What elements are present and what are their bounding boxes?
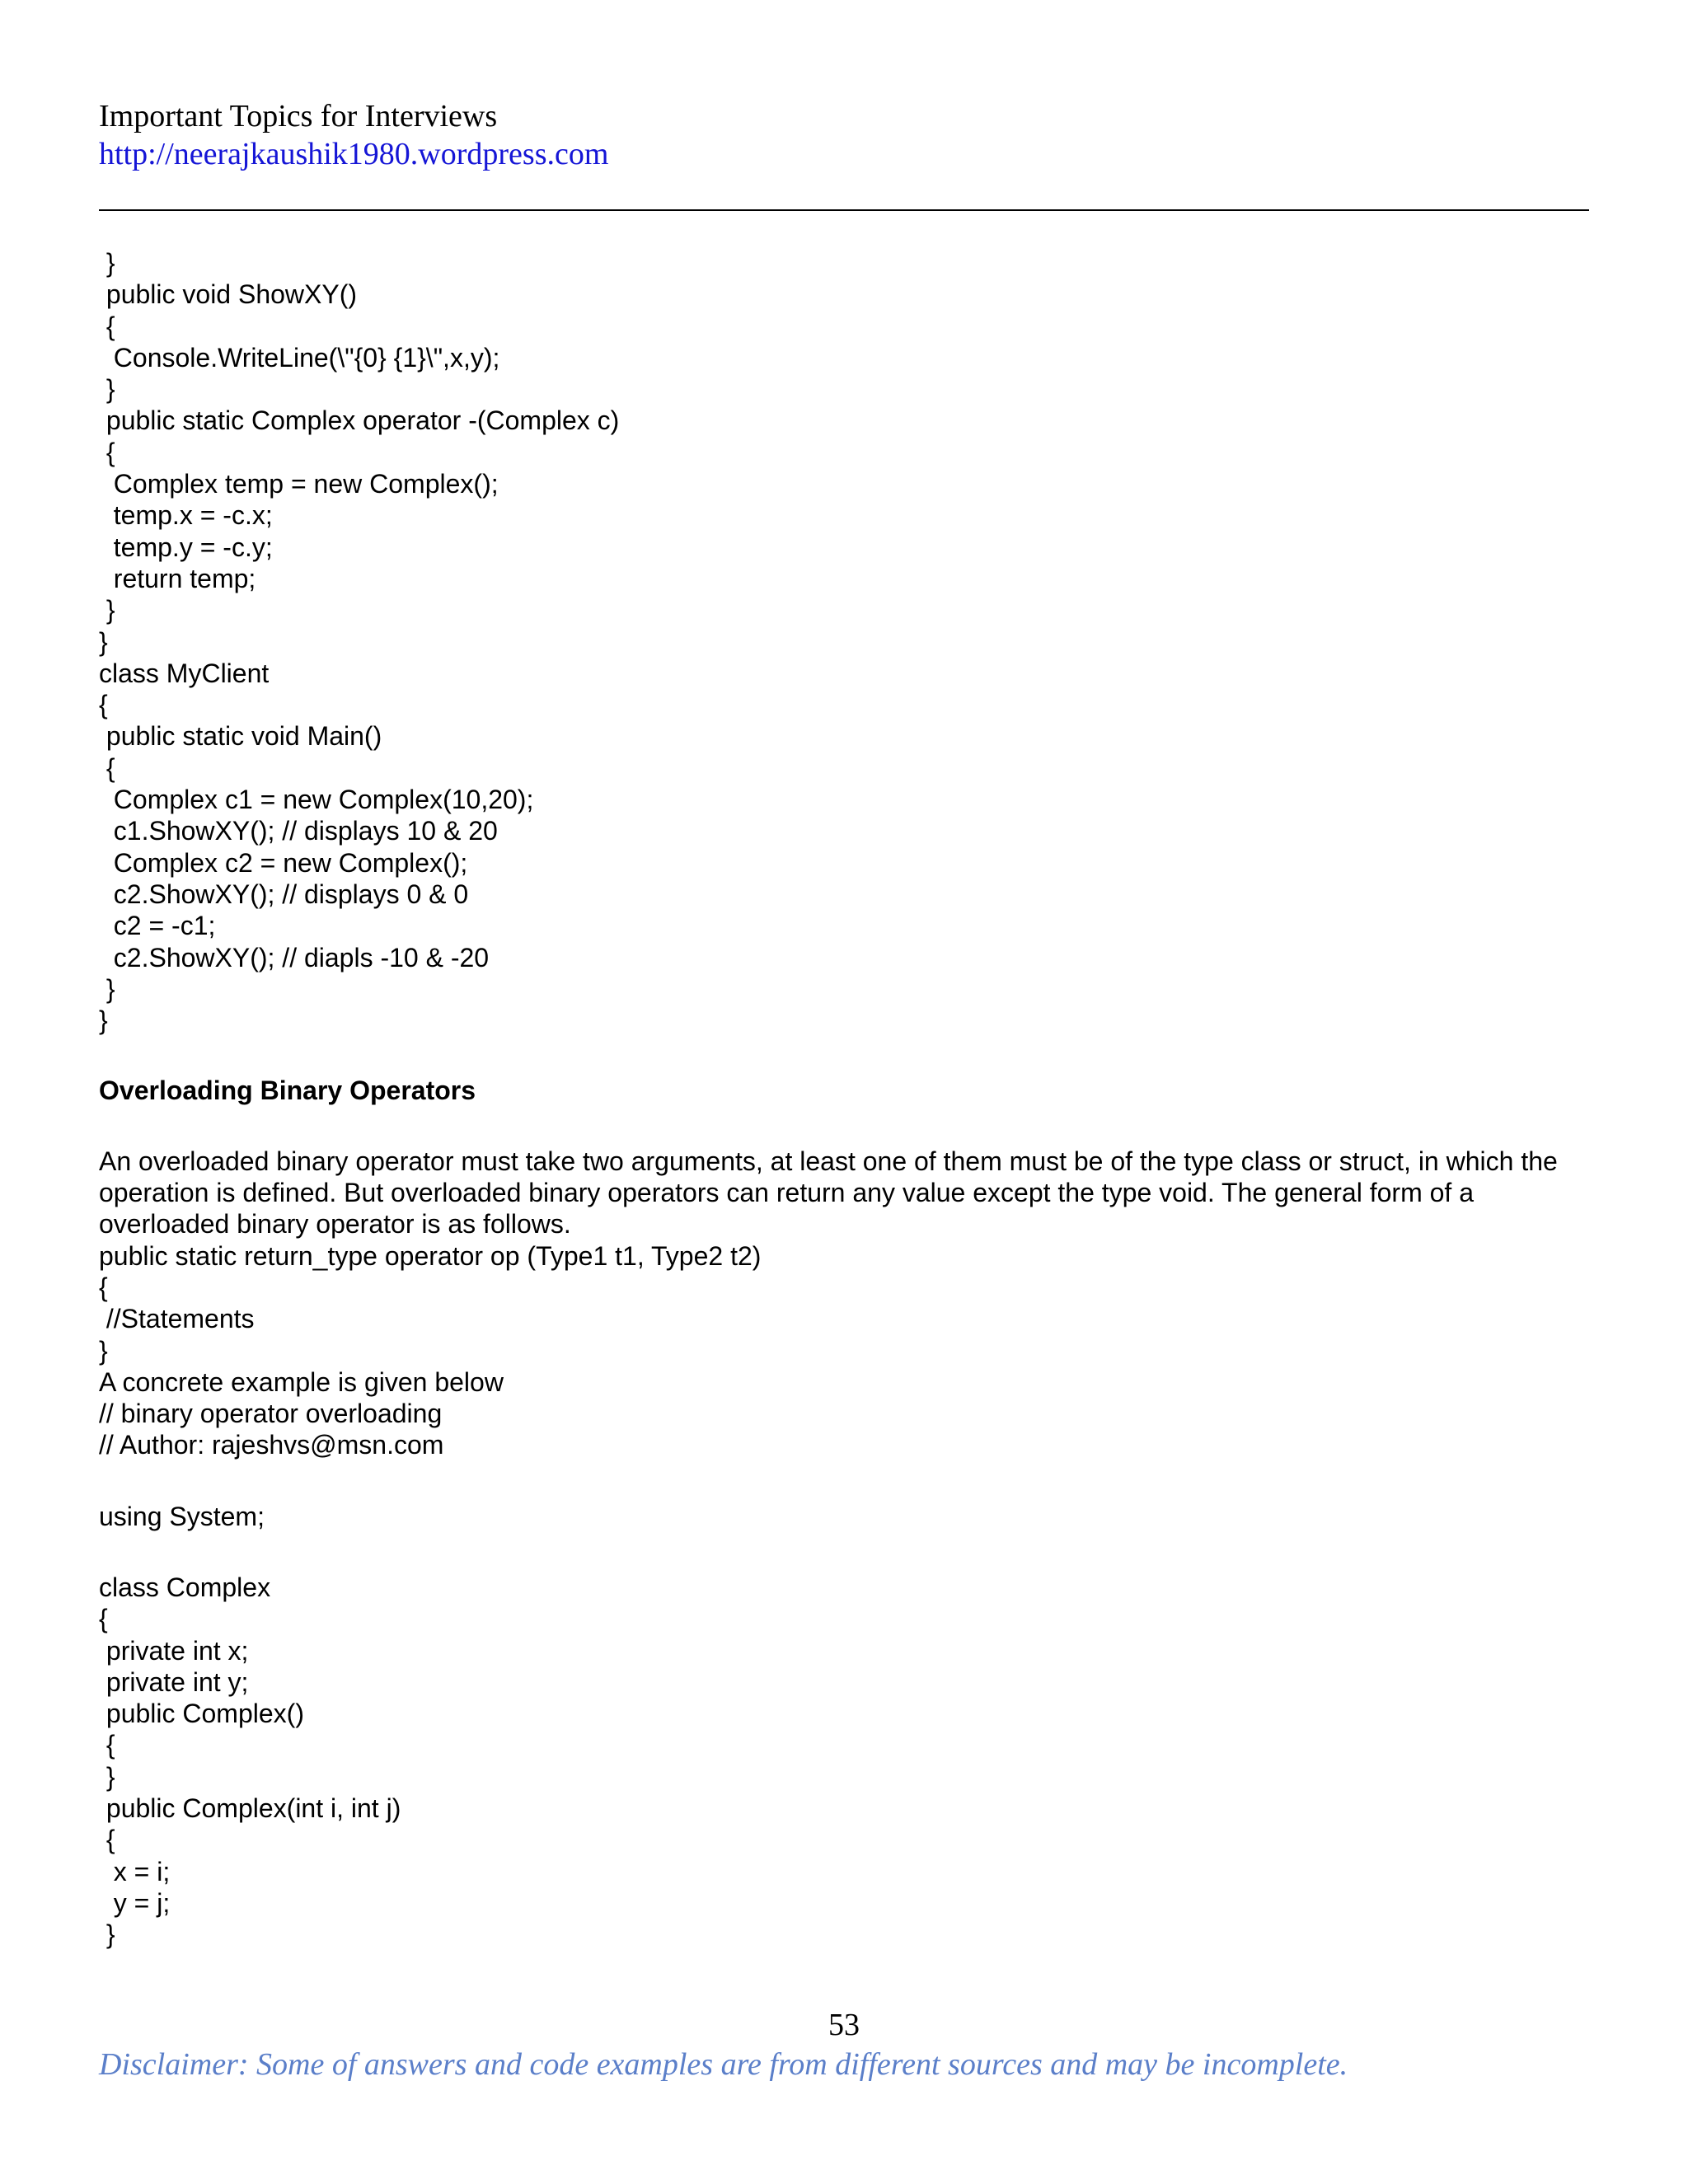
page-number: 53 bbox=[828, 2008, 860, 2042]
code-line-using: using System; bbox=[99, 1501, 265, 1531]
code-line: return temp; bbox=[99, 563, 256, 593]
code-line: public void ShowXY() bbox=[99, 279, 358, 310]
code-line: private int y; bbox=[99, 1666, 249, 1697]
code-line: Complex c1 = new Complex(10,20); bbox=[99, 785, 534, 815]
code-line: { bbox=[99, 690, 108, 720]
code-line: } bbox=[99, 248, 115, 278]
code-line: } bbox=[99, 1761, 115, 1792]
code-line: Complex c2 = new Complex(); bbox=[99, 847, 468, 878]
code-line: } bbox=[99, 595, 115, 626]
code-line: c2.ShowXY(); // displays 0 & 0 bbox=[99, 879, 469, 909]
code-line: } bbox=[99, 626, 108, 657]
code-line: c1.ShowXY(); // displays 10 & 20 bbox=[99, 816, 498, 846]
code-line: c2 = -c1; bbox=[99, 911, 216, 941]
code-line: } bbox=[99, 374, 115, 405]
header-divider bbox=[99, 209, 1589, 211]
code-block-top bbox=[99, 247, 1589, 1036]
code-line: class Complex bbox=[99, 1572, 271, 1602]
code-line: // binary operator overloading bbox=[99, 1399, 443, 1429]
code-line: public static return_type operator op (Type1 t1, Type2 t2) bbox=[99, 1240, 762, 1271]
code-line: x = i; bbox=[99, 1856, 171, 1886]
code-line: } bbox=[99, 1005, 108, 1036]
code-line: public static void Main() bbox=[99, 721, 382, 752]
code-line: { bbox=[99, 1272, 108, 1302]
code-line: { bbox=[99, 311, 115, 341]
code-block-class bbox=[99, 1572, 1589, 1951]
header-title: Important Topics for Interviews bbox=[99, 99, 498, 134]
code-line: class MyClient bbox=[99, 658, 270, 688]
page-body bbox=[99, 247, 1589, 1951]
header-url-link[interactable]: http://neerajkaushik1980.wordpress.com bbox=[99, 137, 609, 171]
footer-disclaimer: Disclaimer: Some of answers and code examples are from different sources and may be incomplete. bbox=[99, 2047, 1348, 2082]
section-heading: Overloading Binary Operators bbox=[99, 1076, 476, 1106]
code-line: public Complex(int i, int j) bbox=[99, 1793, 401, 1824]
code-line: temp.x = -c.x; bbox=[99, 500, 273, 531]
code-line: temp.y = -c.y; bbox=[99, 532, 273, 562]
code-line: } bbox=[99, 1335, 108, 1366]
code-line: //Statements bbox=[99, 1304, 255, 1334]
code-line: public static Complex operator -(Complex c) bbox=[99, 405, 620, 436]
code-line: public Complex() bbox=[99, 1699, 304, 1729]
code-line: Console.WriteLine(\"{0} {1}\",x,y); bbox=[99, 342, 500, 373]
code-line: y = j; bbox=[99, 1887, 171, 1918]
page-header bbox=[99, 97, 1589, 173]
code-line: } bbox=[99, 1919, 115, 1950]
code-block-general bbox=[99, 1240, 1589, 1461]
code-line: { bbox=[99, 1604, 108, 1634]
code-line: c2.ShowXY(); // diapls -10 & -20 bbox=[99, 942, 490, 972]
code-line: { bbox=[99, 1825, 115, 1855]
code-line: // Author: rajeshvs@msn.com bbox=[99, 1430, 444, 1460]
code-line: private int x; bbox=[99, 1635, 249, 1666]
code-line: } bbox=[99, 973, 115, 1004]
code-line: { bbox=[99, 437, 115, 467]
code-line: { bbox=[99, 1730, 115, 1760]
section-paragraph: An overloaded binary operator must take two arguments, at least one of them must be of the type class or struct, in which the operation is defined. But overloaded binary operators can return any value except the type void. The general form of a overloaded binary operator is as follows. bbox=[99, 1146, 1558, 1240]
code-line: A concrete example is given below bbox=[99, 1366, 504, 1397]
code-line: Complex temp = new Complex(); bbox=[99, 469, 499, 499]
code-line: { bbox=[99, 752, 115, 783]
